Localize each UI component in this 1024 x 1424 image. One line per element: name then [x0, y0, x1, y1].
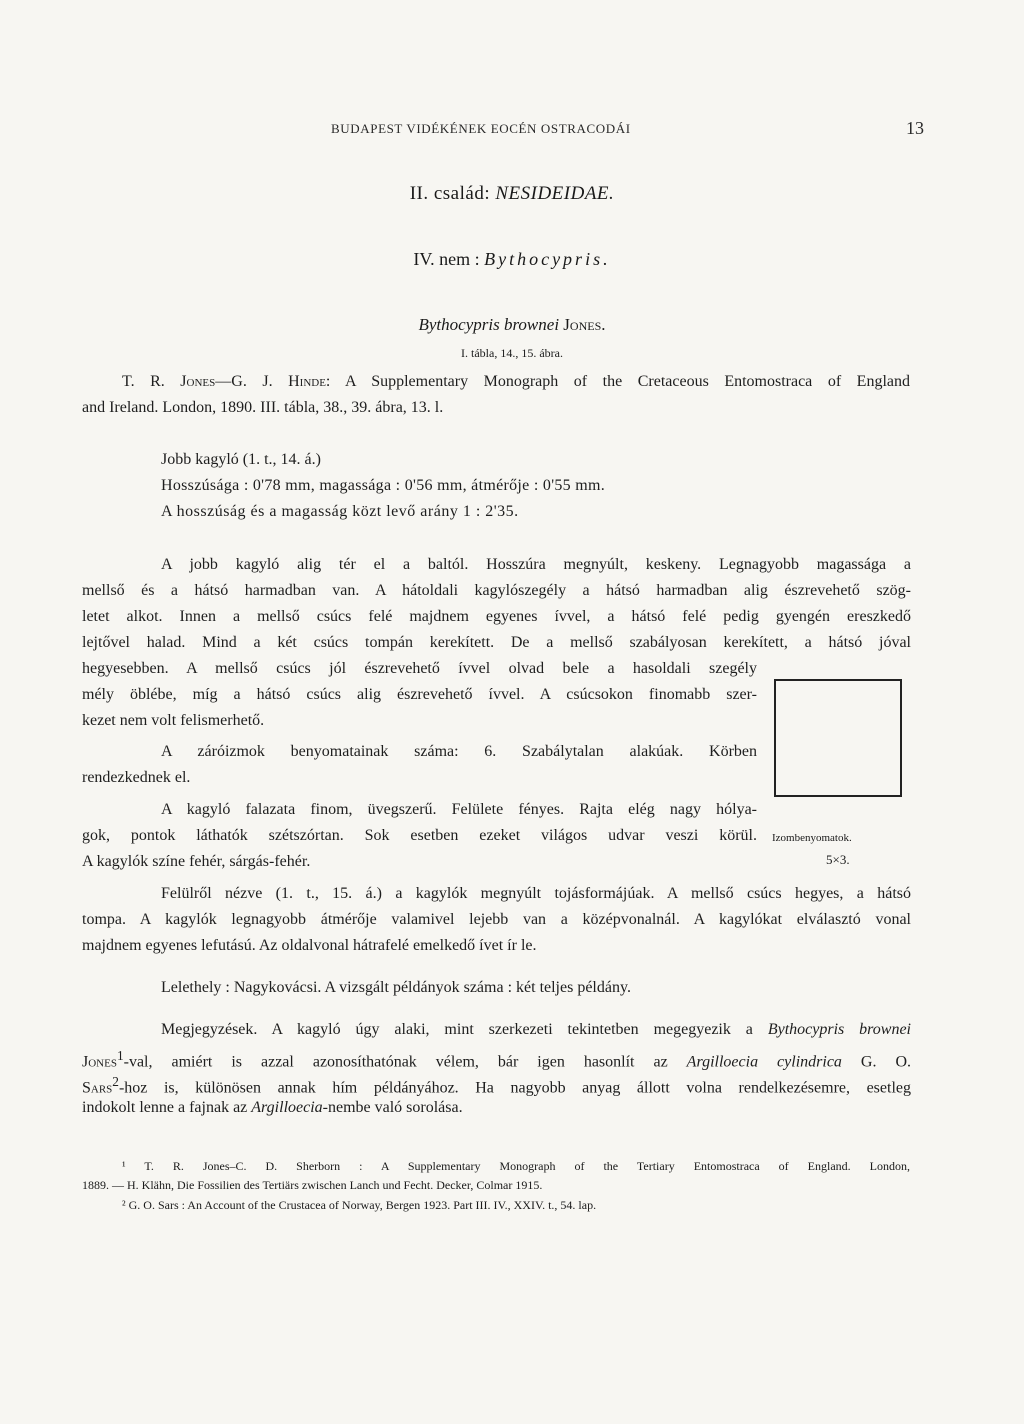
genus-prefix: IV. nem :: [413, 249, 485, 269]
measurement-line: Jobb kagyló (1. t., 14. á.): [161, 451, 321, 468]
running-title: BUDAPEST VIDÉKÉNEK EOCÉN OSTRACODÁI: [331, 121, 631, 136]
text-line: Sars$^2$-hoz is, különösen annak hím példányához. Ha nagyobb anyag állott volna rendelkezésemre, esetleg: [82, 1074, 911, 1097]
text-line: hegyesebben. A mellső csúcs jól észrevehető ívvel olvad bele a hasoldali szegély: [82, 660, 757, 677]
family-name: NESIDEIDAE.: [495, 183, 615, 204]
text-line: majdnem egyenes lefutású. Az oldalvonal hátrafelé emelkedő ívet ír le.: [82, 937, 537, 954]
text-line: Lelethely : Nagykovácsi. A vizsgált példányok száma : két teljes példány.: [161, 979, 631, 996]
species-author: Jones.: [563, 315, 606, 334]
figure-scale: 5×3.: [826, 852, 850, 867]
muscle-scar-figure: [774, 679, 902, 797]
footnote-2: ² G. O. Sars : An Account of the Crustacea of Norway, Bergen 1923. Part III. IV., XXIV. t., 54. lap.: [122, 1198, 597, 1212]
text-line: A kagylók színe fehér, sárgás-fehér.: [82, 853, 311, 870]
page-header: [0, 118, 1024, 141]
text-line: Felülről nézve (1. t., 15. á.) a kagylók megnyúlt tojásformájúak. A mellső csúcs hegyes, a hátsó: [161, 885, 911, 902]
plate-reference: I. tábla, 14., 15. ábra.: [461, 346, 563, 360]
text-line: kezet nem volt felismerhető.: [82, 712, 265, 729]
text-line: Jones$^1$-val, amiért is azzal azonosíthatónak vélem, bár igen hasonlít az Argilloecia cylindrica G. O.: [82, 1048, 912, 1071]
species-heading: [0, 315, 1024, 335]
genus-heading: [0, 249, 1024, 270]
reference-line: and Ireland. London, 1890. III. tábla, 38., 39. ábra, 13. l.: [82, 399, 444, 416]
text-line: A záróizmok benyomatainak száma: 6. Szabálytalan alakúak. Körben: [161, 743, 757, 760]
family-prefix: II. család:: [409, 183, 496, 204]
figure-caption: Izombenyomatok.: [772, 832, 852, 844]
measurement-line: Hosszúsága : 0'78 mm, magassága : 0'56 mm, átmérője : 0'55 mm.: [161, 477, 606, 494]
text-line: mellső és a hátsó harmadban van. A hátoldali kagylószegély a hátsó harmadban alig észrevehető szög-: [82, 582, 911, 599]
genus-name: Bythocypris.: [484, 249, 611, 269]
text-line: A kagyló falazata finom, üvegszerű. Felülete fényes. Rajta elég nagy hólya-: [161, 801, 757, 818]
text-line: tompa. A kagylók legnagyobb átmérője valamivel lejebb van a középvonalnál. A kagylókat elválasztó vonal: [82, 911, 911, 928]
text-line: letet alkot. Innen a mellső csúcs felé majdnem egyenes ívvel, a hátsó felé pedig gyengén ereszkedő: [82, 608, 911, 625]
text-line: indokolt lenne a fajnak az Argilloecia-nembe való sorolása.: [82, 1099, 463, 1116]
family-heading: [0, 183, 1024, 205]
text-line: rendezkednek el.: [82, 769, 191, 786]
page-number: 13: [906, 118, 924, 138]
reference-authors: T. R. Jones—G. J. Hinde: [122, 373, 326, 390]
reference-line: T. R. Jones—G. J. Hinde: A Supplementary Monograph of the Cretaceous Entomostraca of England: [122, 373, 910, 390]
text-line: gok, pontok láthatók szétszórtan. Sok esetben ezeket világos udvar veszi körül.: [82, 827, 757, 844]
text-line: A jobb kagyló alig tér el a baltól. Hosszúra megnyúlt, keskeny. Legnagyobb magassága a: [161, 556, 911, 573]
footnote-1: ¹ T. R. Jones–C. D. Sherborn : A Supplementary Monograph of the Tertiary Entomostraca of England. London,: [122, 1159, 910, 1173]
text-line: Megjegyzések. A kagyló úgy alaki, mint szerkezeti tekintetben megegyezik a Bythocypris brownei: [161, 1021, 912, 1038]
footnote-1-continued: 1889. — H. Klähn, Die Fossilien des Tertiärs zwischen Lanch und Fecht. Decker, Colmar 1915.: [82, 1178, 543, 1192]
species-name: Bythocypris brownei: [418, 315, 560, 334]
text-line: mély öblébe, míg a hátsó csúcs alig észrevehető ívvel. A csúcsokon finomabb szer-: [82, 686, 757, 703]
measurement-line: A hosszúság és a magasság közt levő arány 1 : 2'35.: [161, 503, 519, 520]
text-line: lejtővel halad. Mind a két csúcs tompán kerekített. De a mellső szabályosan kerekített, a hátsó jóval: [82, 634, 911, 651]
